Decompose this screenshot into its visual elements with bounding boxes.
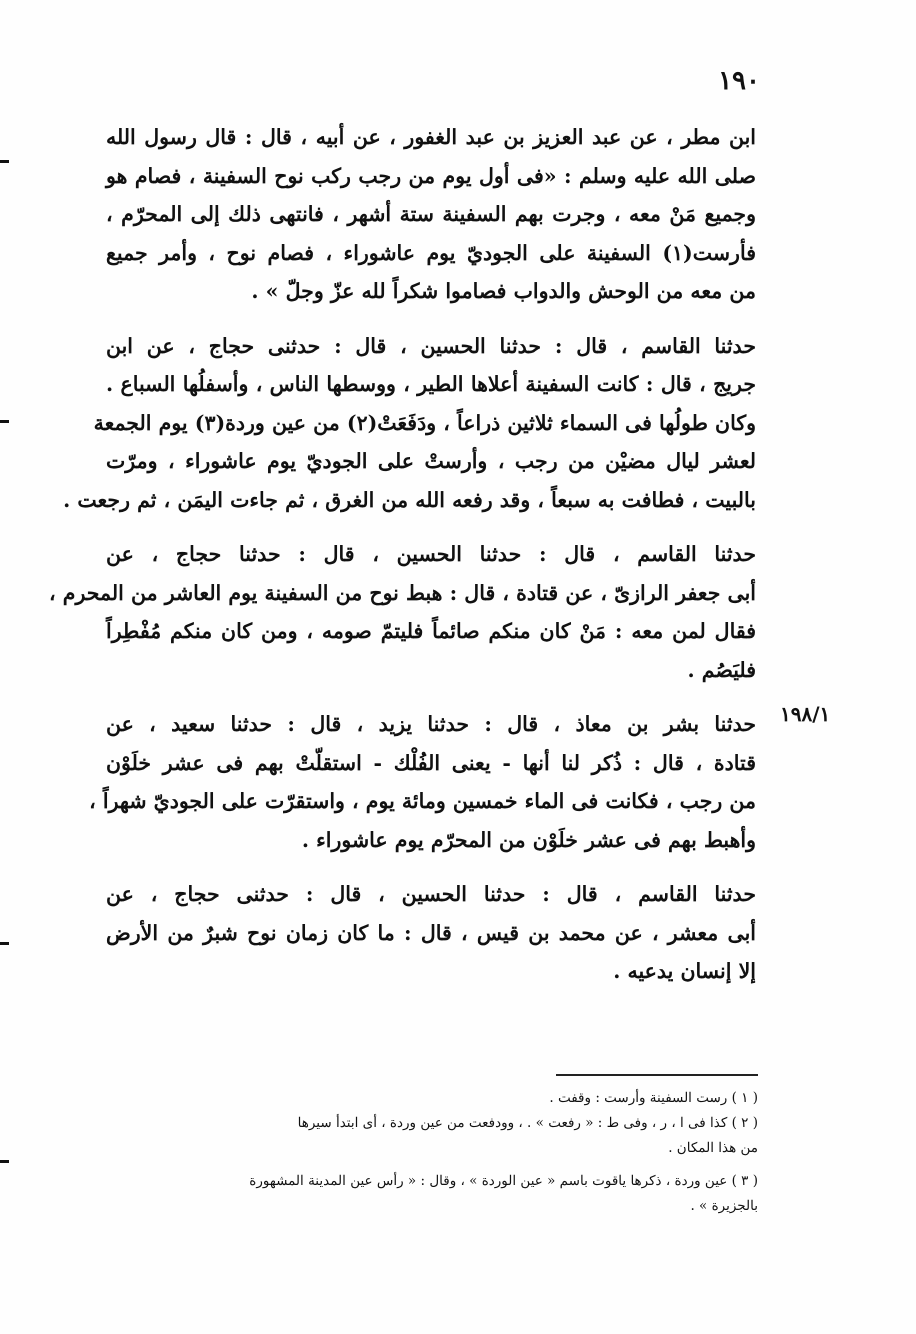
text-line: حدثنا بشر بن معاذ ، قال : حدثنا يزيد ، قال : حدثنا سعيد ، عن	[106, 712, 756, 736]
text-line: أبى معشر ، عن محمد بن قيس ، قال : ما كان زمان نوح شبرٌ من الأرض	[106, 920, 756, 945]
text-line: لعشر ليال مضيْن من رجب ، وأرستْ على الجوديّ يوم عاشوراء ، ومرّت	[106, 449, 756, 473]
text-line: قتادة ، قال : ذُكر لنا أنها - يعنى الفُلْك - استقلّتْ بهم فى عشر خلَوْن	[106, 750, 756, 775]
text-line: أبى جعفر الرازىّ ، عن قتادة ، قال : هبط نوح من السفينة يوم العاشر من المحرم ،	[49, 580, 756, 605]
paragraph-2	[63, 327, 756, 520]
text-line: ابن مطر ، عن عبد العزيز بن عبد الغفور ، عن أبيه ، قال : قال رسول الله	[106, 125, 756, 149]
footnote-2: ( ٢ ) كذا فى ا ، ر ، وفى ط : « رفعت » . ، وودفعت من عين وردة ، أى ابتدأ سيرها	[297, 1115, 758, 1131]
text-line: حدثنا القاسم ، قال : حدثنا الحسين ، قال : حدثنى حجاج ، عن ابن	[106, 333, 756, 358]
scan-edge-mark	[0, 942, 9, 945]
footnote-2-continued: من هذا المكان .	[668, 1140, 758, 1156]
text-line: وكان طولُها فى السماء ثلاثين ذراعاً ، ودَفَعَتْ(٢) من عين وردة(٣) يوم الجمعة	[93, 410, 756, 435]
text-line: بالبيت ، فطافت به سبعاً ، وقد رفعه الله من الغرق ، ثم جاءت اليمَن ، ثم رجعت .	[63, 487, 756, 512]
text-line: إلا إنسان يدعيه .	[613, 959, 756, 983]
margin-reference: ١٩٨/١	[780, 702, 831, 726]
scan-edge-mark	[0, 1160, 9, 1163]
text-line: وجميع مَنْ معه ، وجرت بهم السفينة ستة أشهر ، فانتهى ذلك إلى المحرّم ،	[106, 202, 756, 226]
footnote-divider	[556, 1074, 758, 1076]
paragraph-1	[106, 118, 756, 311]
text-line: حدثنا القاسم ، قال : حدثنا الحسين ، قال : حدثنى حجاج ، عن	[106, 882, 756, 906]
scan-edge-mark	[0, 160, 9, 163]
paragraph-5	[106, 875, 756, 991]
footnotes	[240, 1086, 758, 1219]
text-line: صلى الله عليه وسلم : «فى أول يوم من رجب ركب نوح السفينة ، فصام هو	[106, 163, 756, 188]
text-line: فقال لمن معه : مَنْ كان منكم صائماً فليتمّ صومه ، ومن كان منكم مُفْطِراً	[106, 619, 756, 643]
page-number: ١٩٠	[718, 66, 760, 96]
text-line: وأهبط بهم فى عشر خلَوْن من المحرّم يوم عاشوراء .	[301, 827, 756, 852]
scan-edge-mark	[0, 420, 9, 423]
footnote-1: ( ١ ) رست السفينة وأرست : وقفت .	[549, 1090, 758, 1106]
footnote-3: ( ٣ ) عين وردة ، ذكرها ياقوت باسم « عين الوردة » ، وقال : « رأس عين المدينة المشهورة	[249, 1173, 758, 1189]
footnote-3-continued: بالجزيرة » .	[690, 1198, 758, 1214]
text-line: فليَصُم .	[687, 657, 756, 682]
text-line: جريج ، قال : كانت السفينة أعلاها الطير ، ووسطها الناس ، وأسفلُها السباع .	[106, 372, 756, 396]
paragraph-3	[49, 535, 756, 689]
text-line: فأرست(١) السفينة على الجوديّ يوم عاشوراء ، فصام نوح ، وأمر جميع	[106, 240, 756, 265]
text-line: من رجب ، فكانت فى الماء خمسين ومائة يوم ، واستقرّت على الجوديّ شهراً ،	[89, 789, 756, 813]
text-line: حدثنا القاسم ، قال : حدثنا الحسين ، قال : حدثنا حجاج ، عن	[106, 542, 756, 566]
main-text	[49, 118, 756, 1007]
paragraph-4	[89, 705, 756, 859]
text-line: من معه من الوحش والدواب فصاموا شكراً لله عزّ وجلّ » .	[251, 279, 756, 303]
